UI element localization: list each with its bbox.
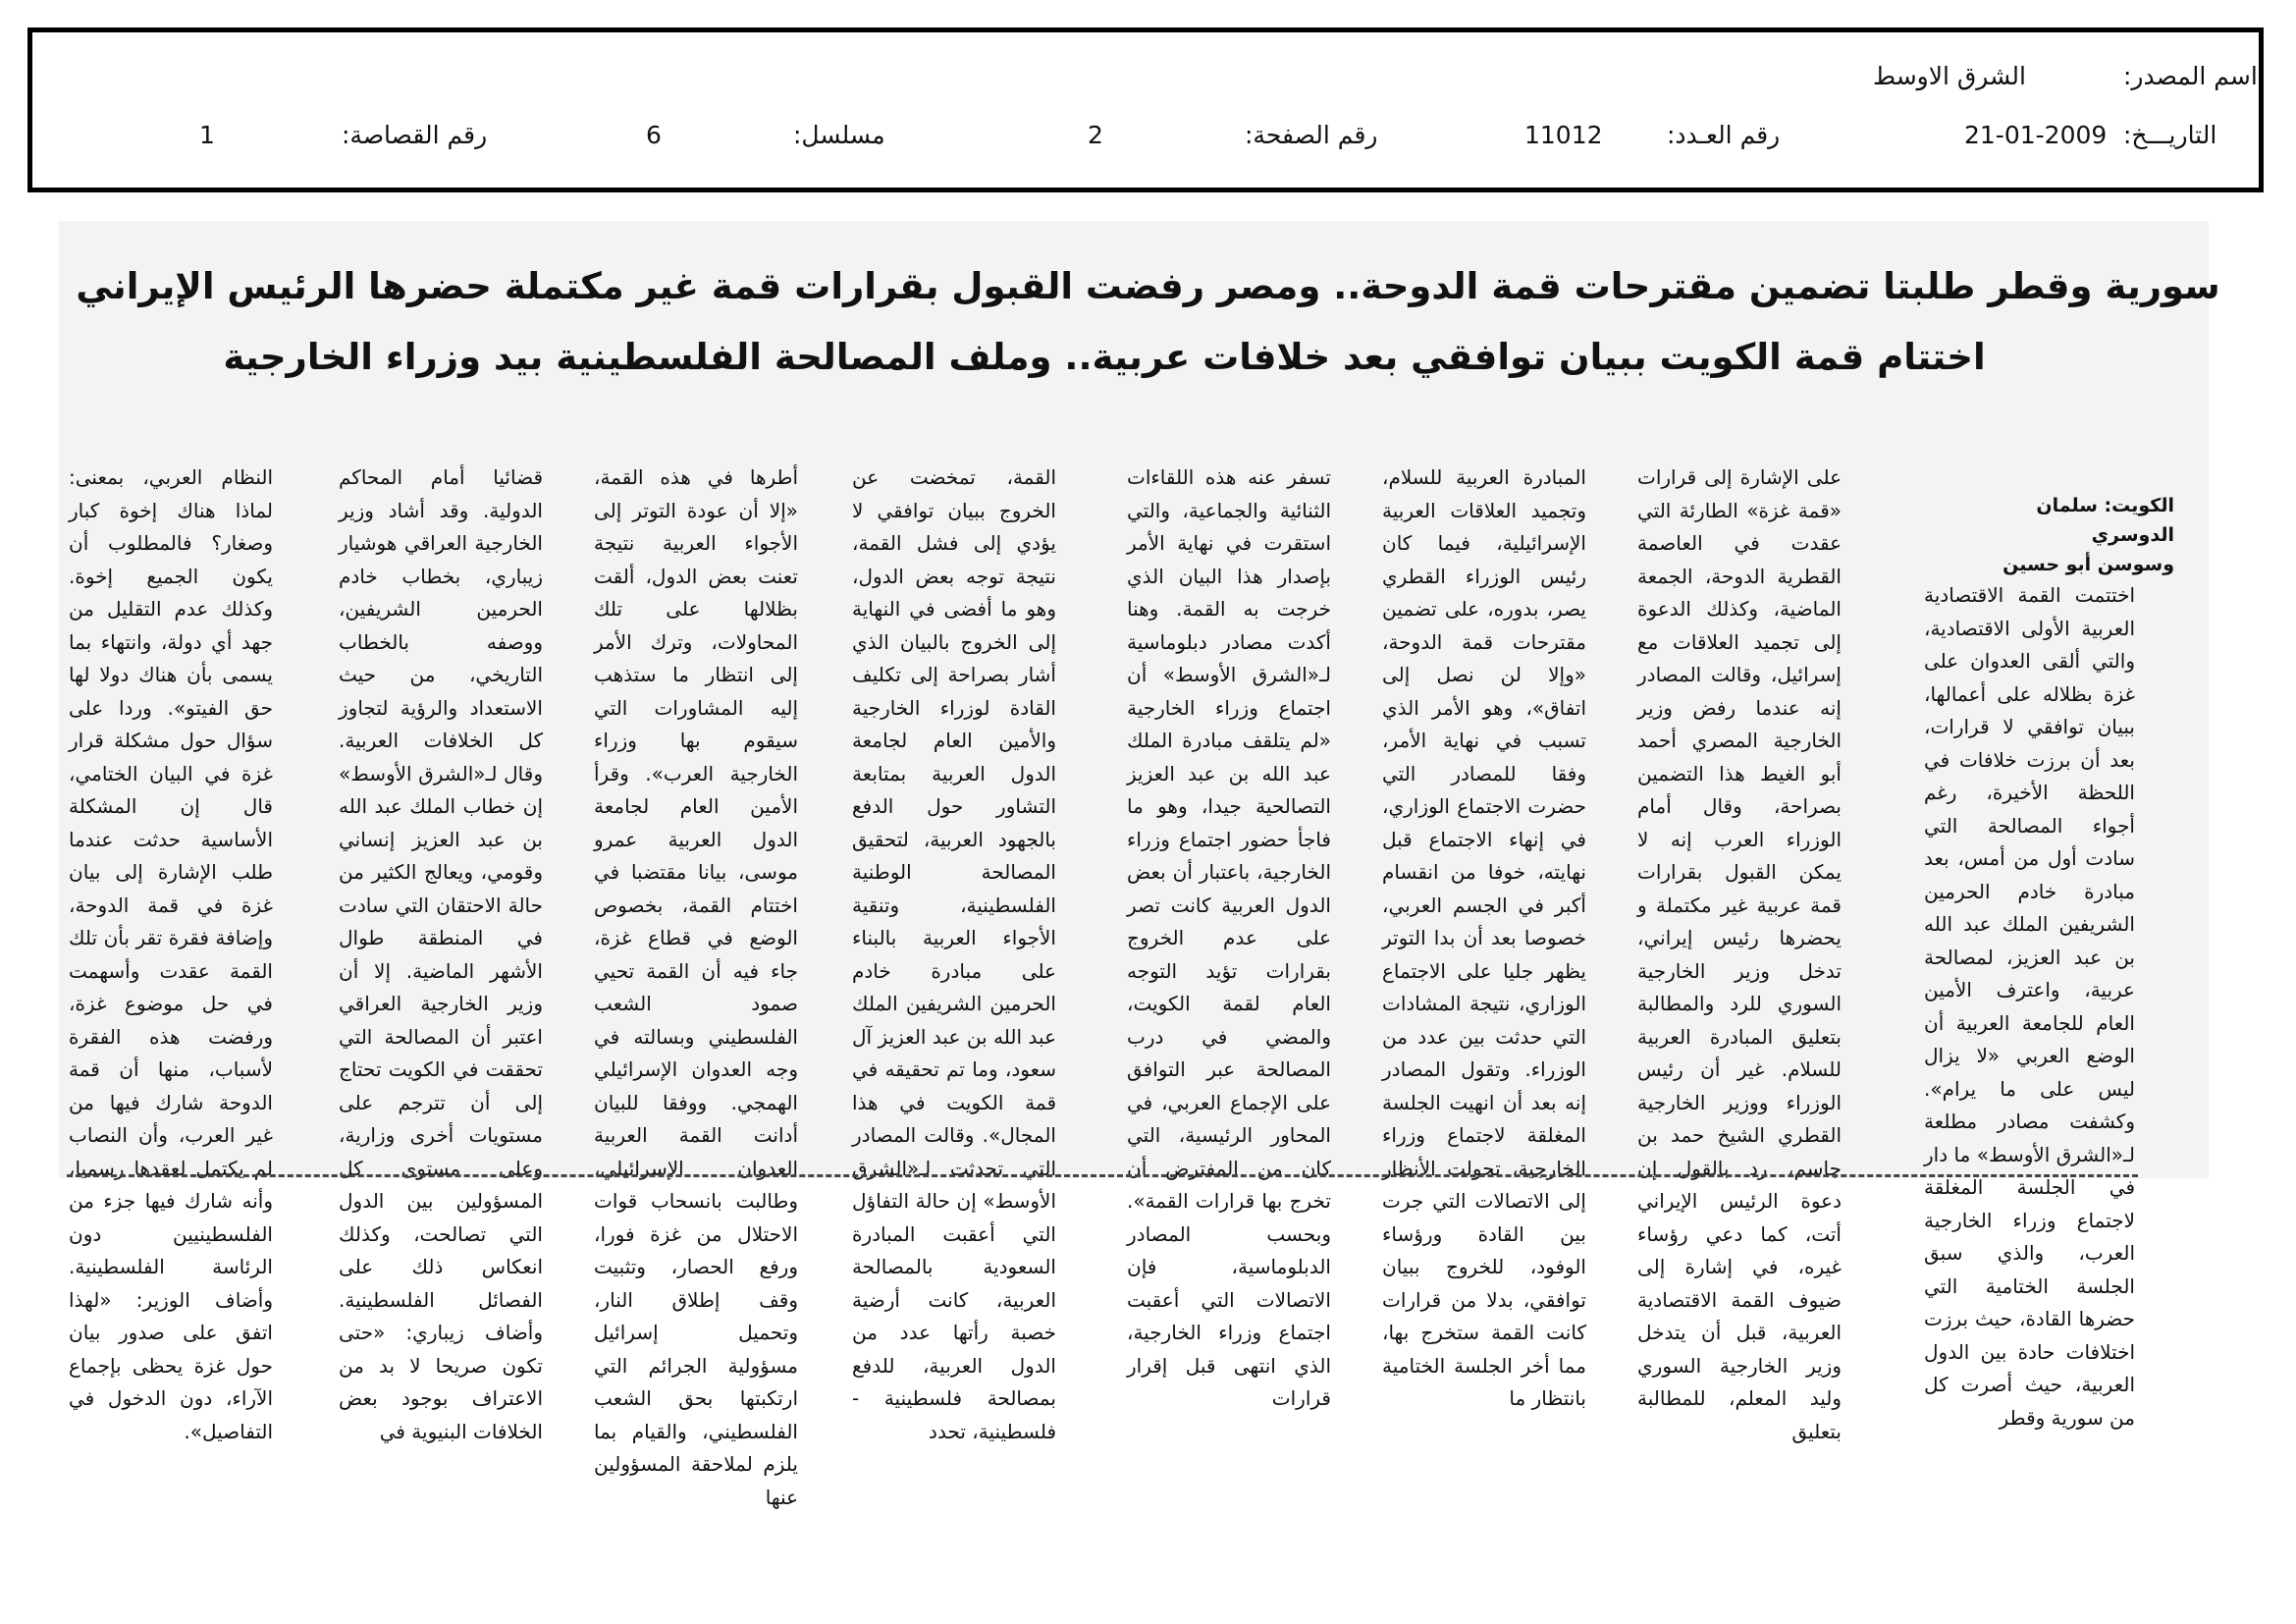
date-value: 21-01-2009 bbox=[1964, 121, 2108, 149]
article-column-4: تسفر عنه هذه اللقاءات الثنائية والجماعية، والتي استقرت في نهاية الأمر بإصدار هذا البيان الذي خرجت به القمة. وهنا أكدت مصادر دبلوماسية لـ«الشرق الأوسط» أن اجتماع وزراء الخارجية «لم يتلقف مبادرة الملك عبد الله بن عبد العزيز التصالحية جيدا، وهو ما فاجأ حضور اجتماع وزراء الخارجية، باعتبار أن بعض الدول العربية كانت تصر على عدم الخروج بقرارات تؤيد التوجه العام لقمة الكويت، والمضي في درب المصالحة عبر التوافق على الإجماع العربي، في المحاور الرئيسية، التي كان من المفترض أن تخرج بها قرارات القمة». وبحسب المصادر الدبلوماسية، فإن الاتصالات التي أعقبت اجتماع وزراء الخارجية، الذي انتهى قبل إقرار قرارات bbox=[1127, 465, 1331, 1410]
date-label: التاريـــخ: bbox=[2123, 121, 2217, 149]
article-column-6: أطرها في هذه القمة، «إلا أن عودة التوتر إلى الأجواء العربية نتيجة تعنت بعض الدول، ألقت بظلالها على تلك المحاولات، وترك الأمر إلى انتظار ما ستذهب إليه المشاورات التي سيقوم بها وزراء الخارجية العرب». وقرأ الأمين العام لجامعة الدول العربية عمرو موسى، بيانا مقتضبا في اختتام القمة، بخصوص الوضع في قطاع غزة، جاء فيه أن القمة تحيي صمود الشعب الفلسطيني وبسالته في وجه العدوان الإسرائيلي الهمجي. ووفقا للبيان أدانت القمة العربية العدوان الإسرائيلي، وطالبت بانسحاب قوات الاحتلال من غزة فورا، ورفع الحصار، وتثبيت وقف إطلاق النار، وتحميل إسرائيل مسؤولية الجرائم التي ارتكبتها بحق الشعب الفلسطيني، والقيام بما يلزم لملاحقة المسؤولين عنها bbox=[594, 465, 798, 1509]
clip-value: 1 bbox=[199, 121, 215, 149]
article-column-7: قضائيا أمام المحاكم الدولية. وقد أشاد وزير الخارجية العراقي هوشيار زيباري، بخطاب خادم الحرمين الشريفين، ووصفه بالخطاب التاريخي، من حيث الاستعداد والرؤية لتجاوز كل الخلافات العربية. وقال لـ«الشرق الأوسط» إن خطاب الملك عبد الله بن عبد العزيز إنساني وقومي، ويعالج الكثير من حالة الاحتقان التي سادت في المنطقة طوال الأشهر الماضية. إلا أن وزير الخارجية العراقي اعتبر أن المصالحة التي تحققت في الكويت تحتاج إلى أن تترجم على مستويات أخرى وزارية، وعلى مستوى كل المسؤولين بين الدول التي تصالحت، وكذلك انعكاس ذلك على الفصائل الفلسطينية. وأضاف زيباري: «حتى تكون صريحا لا بد من الاعتراف بوجود بعض الخلافات البنيوية في bbox=[339, 465, 543, 1443]
source-label: اسم المصدر: bbox=[2123, 62, 2258, 90]
article-kicker: سورية وقطر طلبتا تضمين مقترحات قمة الدوحة.. ومصر رفضت القبول بقرارات قمة غير مكتملة حضرها الرئيس الإيراني bbox=[76, 265, 2220, 307]
page-label: رقم الصفحة: bbox=[1245, 121, 1378, 149]
clipping-bottom-rule bbox=[67, 1174, 2138, 1177]
issue-label: رقم العـدد: bbox=[1667, 121, 1781, 149]
article-byline bbox=[1953, 491, 2174, 579]
article-column-2: على الإشارة إلى قرارات «قمة غزة» الطارئة التي عقدت في العاصمة القطرية الدوحة، الجمعة الماضية، وكذلك الدعوة إلى تجميد العلاقات مع إسرائيل، وقالت المصادر إنه عندما رفض وزير الخارجية المصري أحمد أبو الغيط هذا التضمين بصراحة، وقال أمام الوزراء العرب إنه لا يمكن القبول بقرارات قمة عربية غير مكتملة و يحضرها رئيس إيراني، تدخل وزير الخارجية السوري للرد والمطالبة بتعليق المبادرة العربية للسلام. غير أن رئيس الوزراء ووزير الخارجية القطري الشيخ حمد بن جاسم، رد بالقول إن دعوة الرئيس الإيراني أتت، كما دعي رؤساء غيره، في إشارة إلى ضيوف القمة الاقتصادية العربية، قبل أن يتدخل وزير الخارجية السوري وليد المعلم، للمطالبة بتعليق bbox=[1637, 465, 1842, 1443]
article-column-3: المبادرة العربية للسلام، وتجميد العلاقات العربية الإسرائيلية، فيما كان رئيس الوزراء القطري يصر، بدوره، على تضمين مقترحات قمة الدوحة، «وإلا لن نصل إلى اتفاق»، وهو الأمر الذي تسبب في نهاية الأمر، وفقا للمصادر التي حضرت الاجتماع الوزاري، في إنهاء الاجتماع قبل نهايته، خوفا من انقسام أكبر في الجسم العربي، خصوصا بعد أن بدا التوتر يظهر جليا على الاجتماع الوزاري، نتيجة المشادات التي حدثت بين عدد من الوزراء. وتقول المصادر إنه بعد أن انهيت الجلسة المغلقة لاجتماع وزراء الخارجية، تحولت الأنظار إلى الاتصالات التي جرت بين القادة ورؤساء الوفود، للخروج ببيان توافقي، بدلا من قرارات كانت القمة ستخرج بها، مما أخر الجلسة الختامية بانتظار ما bbox=[1382, 465, 1586, 1410]
article-headline: اختتام قمة الكويت ببيان توافقي بعد خلافات عربية.. وملف المصالحة الفلسطينية بيد وزراء الخارجية bbox=[223, 336, 1986, 378]
source-value: الشرق الاوسط bbox=[1873, 62, 2026, 90]
article-column-1: اختتمت القمة الاقتصادية العربية الأولى الاقتصادية، والتي ألقى العدوان على غزة بظلاله على أعمالها، ببيان توافقي لا قرارات، بعد أن برزت خلافات في اللحظة الأخيرة، رغم أجواء المصالحة التي سادت أول من أمس، بعد مبادرة خادم الحرمين الشريفين الملك عبد الله بن عبد العزيز، لمصالحة عربية، واعترف الأمين العام للجامعة العربية أن الوضع العربي «لا يزال ليس على ما يرام». وكشفت مصادر مطلعة لـ«الشرق الأوسط» ما دار في الجلسة المغلقة لاجتماع وزراء الخارجية العرب، والذي سبق الجلسة الختامية التي حضرها القادة، حيث برزت اختلافات حادة بين الدول العربية، حيث أصرت كل من سورية وقطر bbox=[1924, 583, 2135, 1430]
metadata-box bbox=[27, 27, 2264, 192]
serial-value: 6 bbox=[646, 121, 662, 149]
article-column-5: القمة، تمخضت عن الخروج ببيان توافقي لا يؤدي إلى فشل القمة، نتيجة توجه بعض الدول، وهو ما أفضى في النهاية إلى الخروج بالبيان الذي أشار بصراحة إلى تكليف القادة لوزراء الخارجية والأمين العام لجامعة الدول العربية بمتابعة التشاور حول الدفع بالجهود العربية، لتحقيق المصالحة الوطنية الفلسطينية، وتنقية الأجواء العربية بالبناء على مبادرة خادم الحرمين الشريفين الملك عبد الله بن عبد العزيز آل سعود، وما تم تحقيقه في قمة الكويت في هذا المجال». وقالت المصادر التي تحدثت لـ«الشرق الأوسط» إن حالة التفاؤل التي أعقبت المبادرة السعودية بالمصالحة العربية، كانت أرضية خصبة رأتها عدد من الدول العربية، للدفع بمصالحة فلسطينية - فلسطينية، تحدد bbox=[852, 465, 1056, 1443]
byline-author-1: الكويت: سلمان الدوسري bbox=[2036, 495, 2174, 546]
issue-value: 11012 bbox=[1524, 121, 1603, 149]
article-column-8: النظام العربي، بمعنى: لماذا هناك إخوة كبار وصغار؟ فالمطلوب أن يكون الجميع إخوة. وكذلك عدم التقليل من جهد أي دولة، وانتهاء بما يسمى بأن هناك دولا لها حق الفيتو». وردا على سؤال حول مشكلة قرار غزة في البيان الختامي، قال إن المشكلة الأساسية حدثت عندما طلب الإشارة إلى بيان غزة في قمة الدوحة، وإضافة فقرة تقر بأن تلك القمة عقدت وأسهمت في حل موضوع غزة، ورفضت هذه الفقرة لأسباب، منها أن قمة الدوحة شارك فيها من غير العرب، وأن النصاب لم يكتمل لعقدها رسميا، وأنه شارك فيها جزء من الفلسطينيين دون الرئاسة الفلسطينية. وأضاف الوزير: «لهذا اتفق على صدور بيان حول غزة يحظى بإجماع الآراء، دون الدخول في التفاصيل». bbox=[69, 465, 273, 1443]
serial-label: مسلسل: bbox=[793, 121, 885, 149]
clip-label: رقم القصاصة: bbox=[342, 121, 488, 149]
page-value: 2 bbox=[1088, 121, 1103, 149]
byline-author-2: وسوسن أبو حسين bbox=[2002, 554, 2174, 575]
